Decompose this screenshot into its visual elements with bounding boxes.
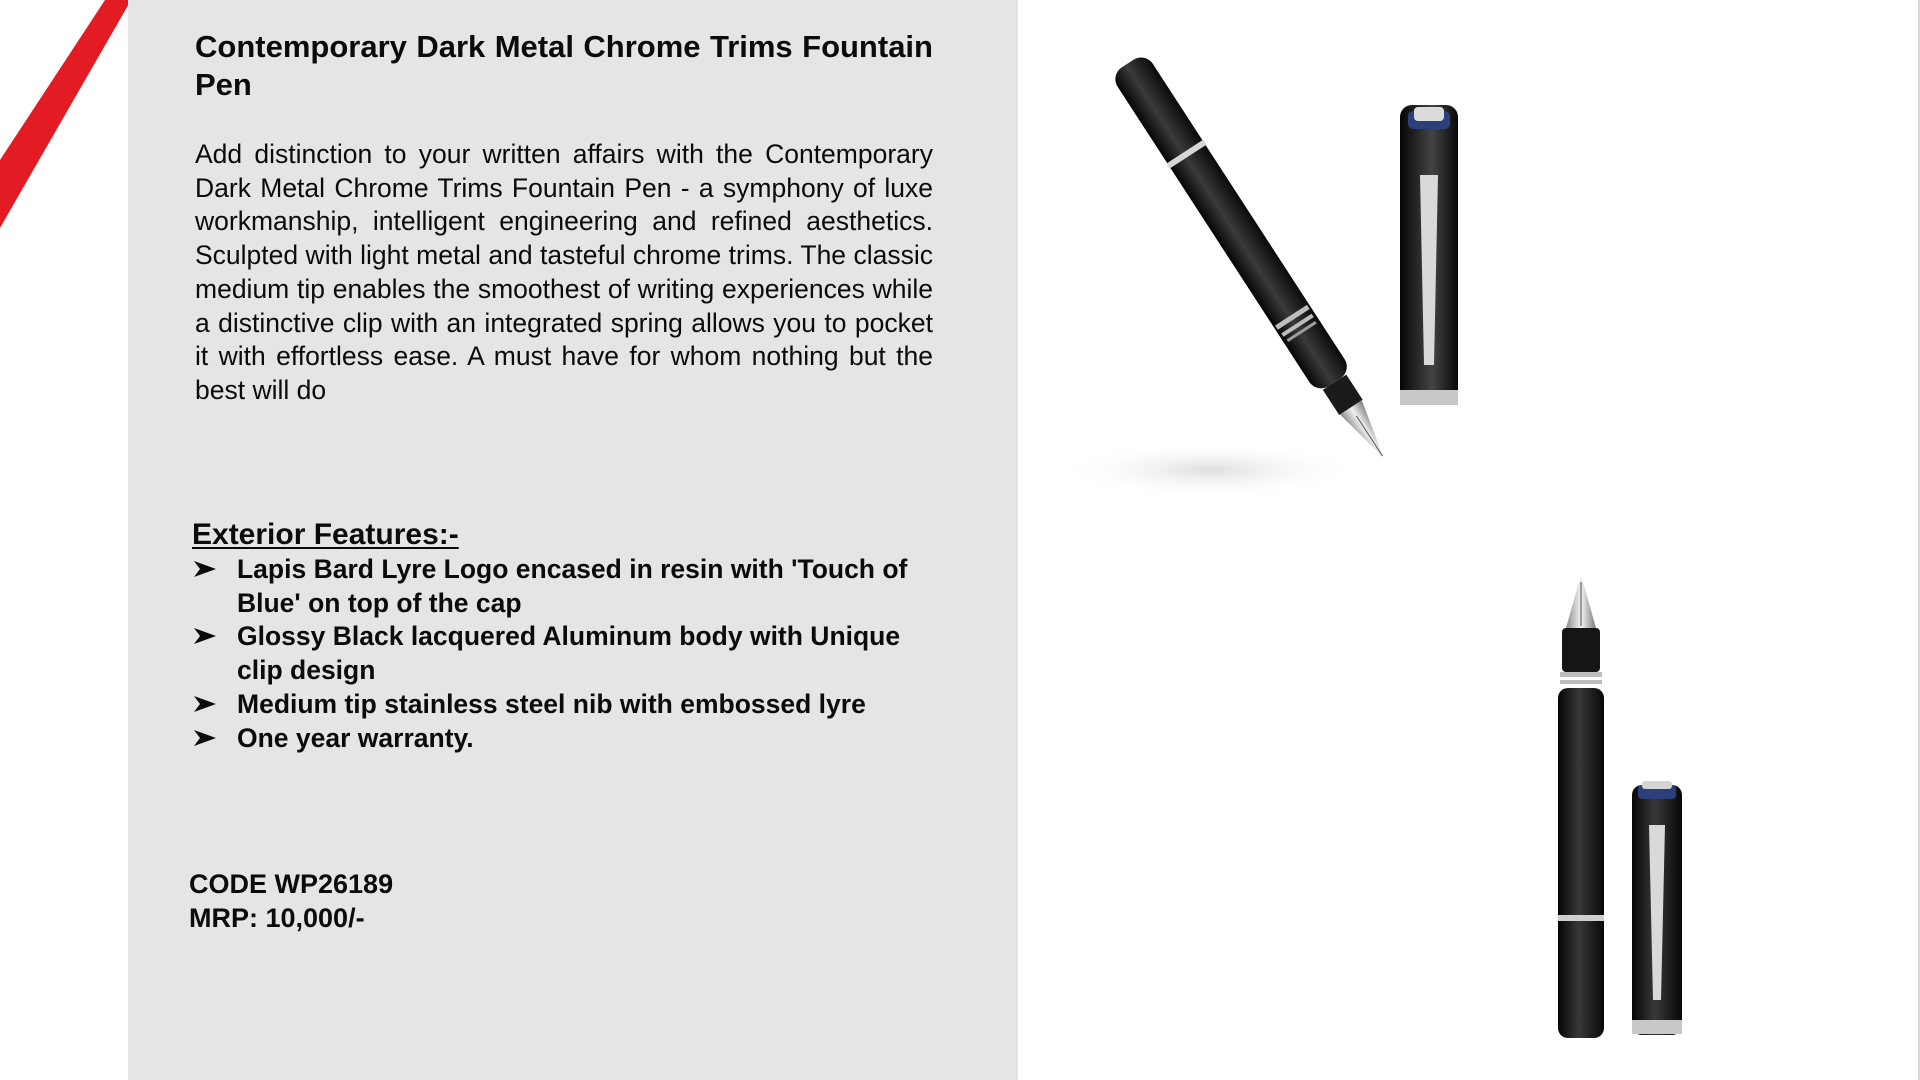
feature-text: Glossy Black lacquered Aluminum body with Unique clip design (237, 621, 901, 686)
feature-text: One year warranty. (237, 722, 474, 753)
arrow-bullet-icon (192, 620, 218, 652)
feature-item (192, 688, 922, 722)
feature-item (192, 553, 922, 620)
pen-image-upright (1520, 570, 1700, 1050)
feature-text: Medium tip stainless steel nib with embossed lyre (237, 688, 866, 719)
arrow-bullet-icon (192, 722, 218, 754)
features-heading: Exterior Features:- (192, 518, 459, 551)
pricing-block (189, 867, 393, 935)
feature-item (192, 620, 922, 687)
product-description: Add distinction to your written affairs with the Contemporary Dark Metal Chrome Trims Fountain Pen - a symphony of luxe workmanship, intelligent engineering and refined aesthetics. Sculpted with light metal and tasteful chrome trims. The classic medium tip enables the smoothest of writing experiences while a distinctive clip with an integrated spring allows you to pocket it with effortless ease. A must have for whom nothing but the best will do (195, 139, 933, 405)
product-mrp: MRP: 10,000/- (189, 903, 365, 933)
feature-text: Lapis Bard Lyre Logo encased in resin with 'Touch of Blue' on top of the cap (237, 554, 908, 618)
features-list (192, 553, 922, 755)
red-accent-stripe (0, 0, 130, 230)
feature-item (192, 722, 922, 756)
arrow-bullet-icon (192, 688, 218, 720)
arrow-bullet-icon (192, 553, 218, 585)
product-code: CODE WP26189 (189, 869, 394, 899)
product-title: Contemporary Dark Metal Chrome Trims Fountain Pen (195, 29, 933, 102)
pen-image-angled (1050, 40, 1490, 530)
